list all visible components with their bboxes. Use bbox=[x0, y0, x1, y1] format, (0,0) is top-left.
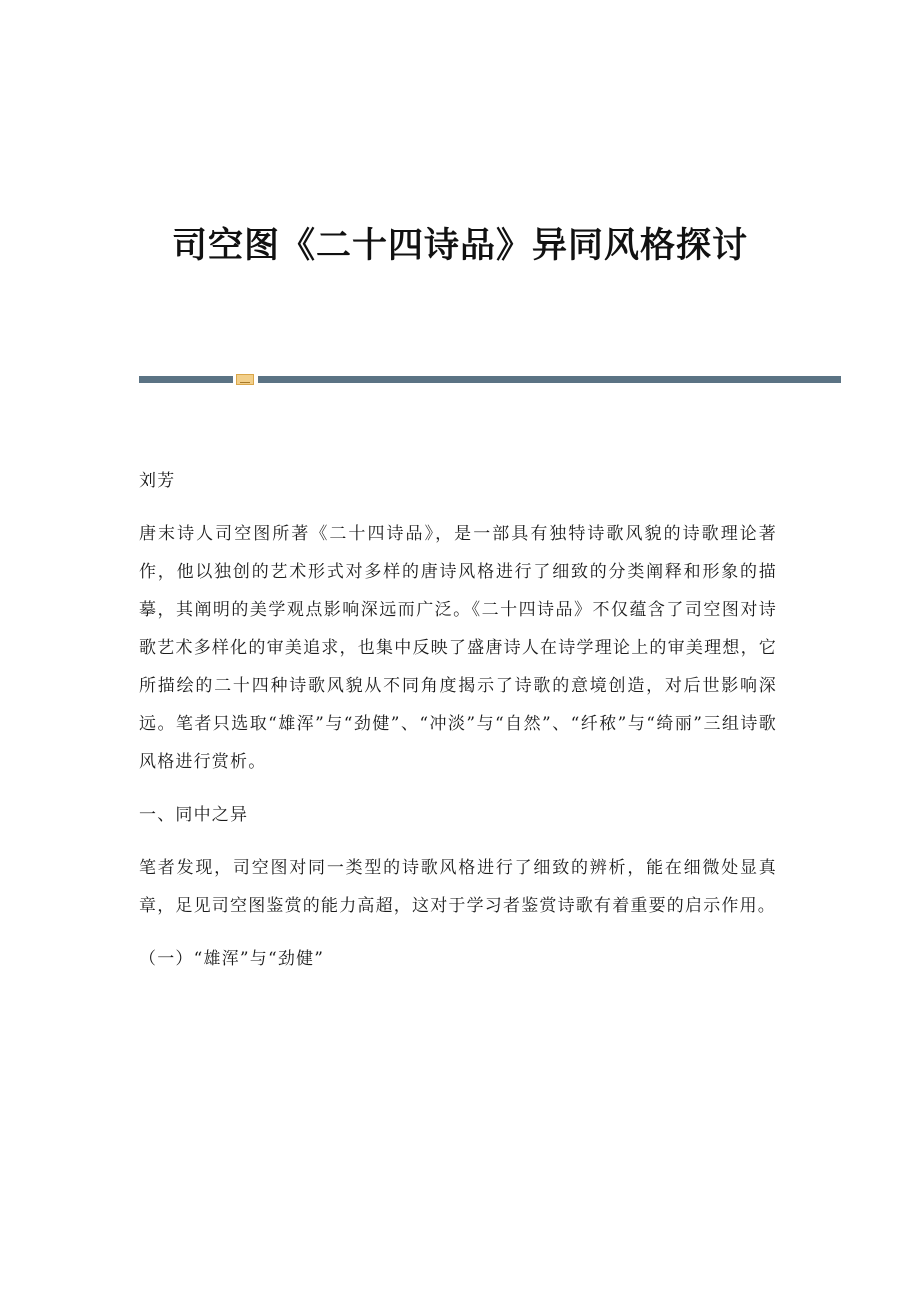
document-body bbox=[139, 462, 777, 993]
title-divider bbox=[139, 374, 841, 386]
section-heading: 一、同中之异 bbox=[139, 805, 249, 825]
intro-paragraph: 唐末诗人司空图所著《二十四诗品》，是一部具有独特诗歌风貌的诗歌理论著作，他以独创的艺术形式对多样的唐诗风格进行了细致的分类阐释和形象的描摹，其阐明的美学观点影响深远而广泛。《二十四诗品》不仅蕴含了司空图对诗歌艺术多样化的审美追求，也集中反映了盛唐诗人在诗学理论上的审美理想，它所描绘的二十四种诗歌风貌从不同角度揭示了诗歌的意境创造，对后世影响深远。笔者只选取“雄浑”与“劲健”、“冲淡”与“自然”、“纤秾”与“绮丽”三组诗歌风格进行赏析。 bbox=[139, 524, 777, 772]
subsection-heading: （一）“雄浑”与“劲健” bbox=[139, 949, 325, 969]
envelope-ornament-icon bbox=[236, 374, 254, 385]
author-name: 刘芳 bbox=[139, 471, 176, 491]
divider-bar-right bbox=[258, 376, 841, 383]
body-paragraph: 笔者发现，司空图对同一类型的诗歌风格进行了细致的辨析，能在细微处显真章，足见司空图鉴赏的能力高超，这对于学习者鉴赏诗歌有着重要的启示作用。 bbox=[139, 858, 777, 916]
document-title: 司空图《二十四诗品》异同风格探讨 bbox=[171, 226, 748, 266]
divider-bar-left bbox=[139, 376, 233, 383]
